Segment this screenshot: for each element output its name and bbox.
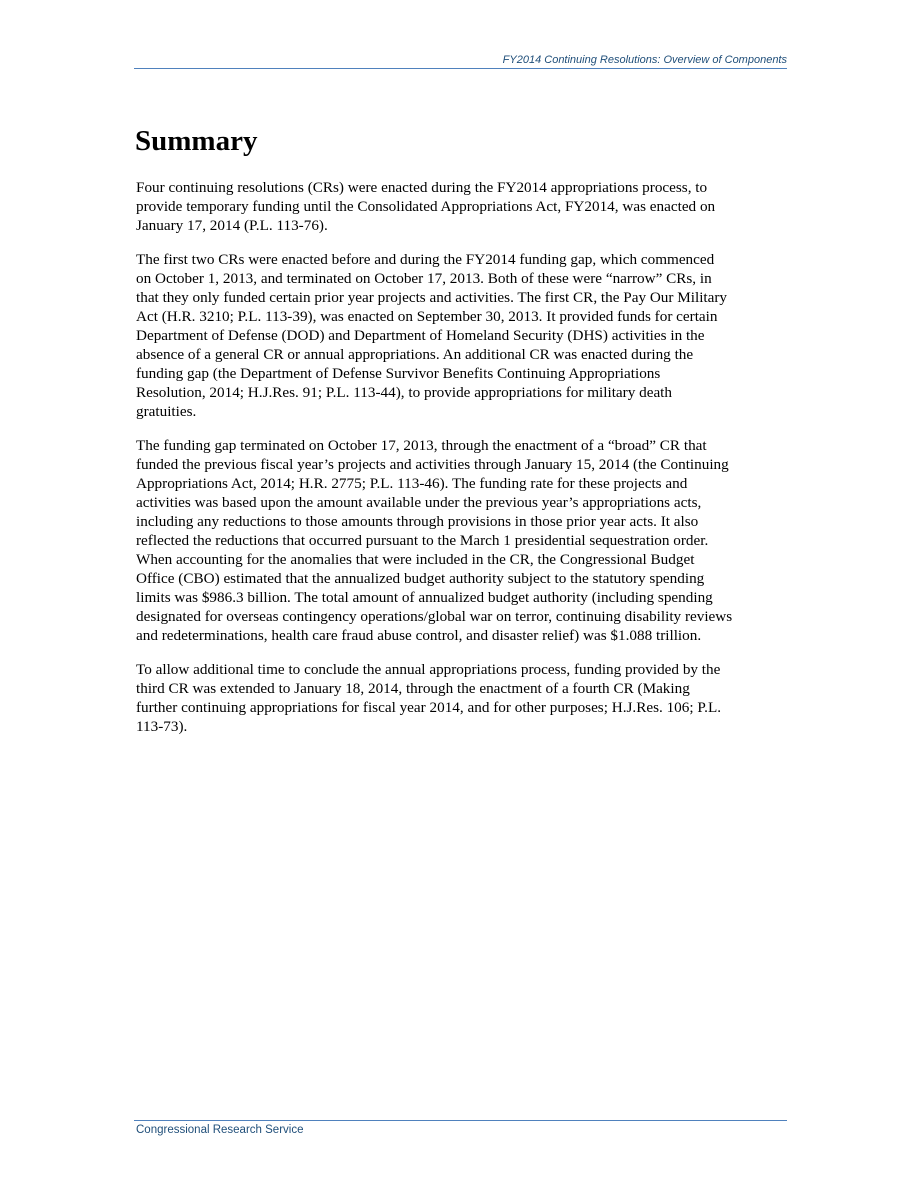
text-line: Four continuing resolutions (CRs) were enacted during the FY2014 appropriations process, to (136, 179, 708, 196)
text-line: gratuities. (136, 403, 197, 420)
text-line: designated for overseas contingency operations/global war on terror, continuing disability reviews (136, 608, 733, 625)
text-line: activities was based upon the amount available under the previous year’s appropriations acts, (136, 494, 702, 511)
text-line: Resolution, 2014; H.J.Res. 91; P.L. 113-44), to provide appropriations for military death (136, 384, 672, 401)
text-line: reflected the reductions that occurred pursuant to the March 1 presidential sequestration order. (136, 532, 709, 549)
text-line: limits was $986.3 billion. The total amount of annualized budget authority (including spending (136, 589, 713, 606)
header-divider (134, 68, 787, 69)
section-title: Summary (135, 125, 258, 157)
paragraph-2 (136, 250, 791, 421)
paragraph-1 (136, 178, 791, 235)
text-line: 113-73). (136, 718, 188, 735)
text-line: To allow additional time to conclude the annual appropriations process, funding provided by the (136, 661, 721, 678)
paragraph-3 (136, 436, 791, 645)
text-line: When accounting for the anomalies that were included in the CR, the Congressional Budget (136, 551, 695, 568)
text-line: that they only funded certain prior year projects and activities. The first CR, the Pay Our Military (136, 289, 728, 306)
text-line: January 17, 2014 (P.L. 113-76). (136, 217, 328, 234)
text-line: Office (CBO) estimated that the annualized budget authority subject to the statutory spending (136, 570, 705, 587)
text-line: and redeterminations, health care fraud abuse control, and disaster relief) was $1.088 trillion. (136, 627, 702, 644)
text-line: funded the previous fiscal year’s projects and activities through January 15, 2014 (the Continuing (136, 456, 729, 473)
text-line: The first two CRs were enacted before and during the FY2014 funding gap, which commenced (136, 251, 715, 268)
footer-divider (134, 1120, 787, 1121)
running-header-title: FY2014 Continuing Resolutions: Overview of Components (502, 54, 787, 66)
text-line: third CR was extended to January 18, 2014, through the enactment of a fourth CR (Making (136, 680, 690, 697)
text-line: on October 1, 2013, and terminated on October 17, 2013. Both of these were “narrow” CRs, in (136, 270, 712, 287)
text-line: further continuing appropriations for fiscal year 2014, and for other purposes; H.J.Res. 106; P.L. (136, 699, 722, 716)
text-line: provide temporary funding until the Consolidated Appropriations Act, FY2014, was enacted on (136, 198, 716, 215)
text-line: absence of a general CR or annual appropriations. An additional CR was enacted during the (136, 346, 694, 363)
text-line: The funding gap terminated on October 17, 2013, through the enactment of a “broad” CR that (136, 437, 707, 454)
summary-body (136, 178, 791, 751)
text-line: including any reductions to those amounts through provisions in those prior year acts. It also (136, 513, 699, 530)
text-line: funding gap (the Department of Defense Survivor Benefits Continuing Appropriations (136, 365, 661, 382)
text-line: Department of Defense (DOD) and Department of Homeland Security (DHS) activities in the (136, 327, 705, 344)
text-line: Appropriations Act, 2014; H.R. 2775; P.L. 113-46). The funding rate for these projects and (136, 475, 688, 492)
text-line: Act (H.R. 3210; P.L. 113-39), was enacted on September 30, 2013. It provided funds for certain (136, 308, 718, 325)
footer-organization: Congressional Research Service (136, 1124, 304, 1136)
paragraph-4 (136, 660, 791, 736)
